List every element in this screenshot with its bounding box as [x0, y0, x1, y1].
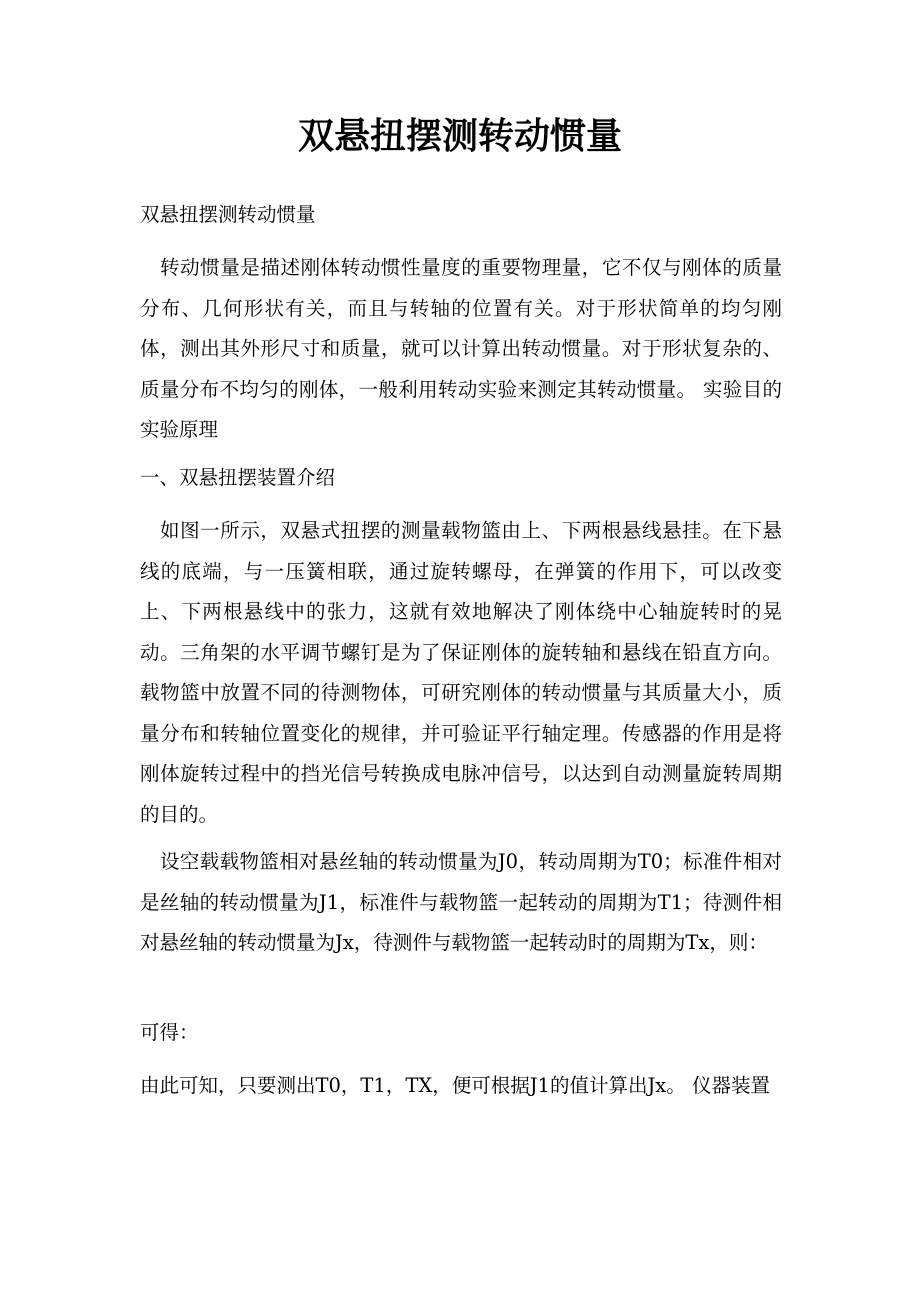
page-title: 双悬扭摆测转动惯量	[297, 115, 622, 157]
conclusion-paragraph: 由此可知，只要测出T0，T1，TX，便可根据J1的值计算出Jx。 仪器装置	[140, 1074, 770, 1097]
section-heading: 一、双悬扭摆装置介绍	[140, 466, 336, 489]
principle-paragraph: 设空载载物篮相对悬丝轴的转动惯量为J0，转动周期为T0；标准件相对是丝轴的转动惯量为J1，标准件与载物篮一起转动的周期为T1；待测件相对悬丝轴的转动惯量为Jx，待测件与载物篮一起转动时的周期为Tx，则：	[140, 850, 782, 954]
apparatus-description-paragraph: 如图一所示，双悬式扭摆的测量载物篮由上、下两根悬线悬挂。在下悬线的底端，与一压簧相联，通过旋转螺母，在弹簧的作用下，可以改变上、下两根悬线中的张力，这就有效地解决了刚体绕中心轴旋转时的晃动。三角架的水平调节螺钉是为了保证刚体的旋转轴和悬线在铅直方向。载物篮中放置不同的待测物体，可研究刚体的转动惯量与其质量大小，质量分布和转轴位置变化的规律，并可验证平行轴定理。传感器的作用是将刚体旋转过程中的挡光信号转换成电脉冲信号，以达到自动测量旋转周期的目的。	[140, 519, 782, 826]
derivation-paragraph: 可得：	[140, 1021, 199, 1044]
intro-paragraph: 转动惯量是描述刚体转动惯性量度的重要物理量，它不仅与刚体的质量分布、几何形状有关，而且与转轴的位置有关。对于形状简单的均匀刚体，测出其外形尺寸和质量，就可以计算出转动惯量。对于形状复杂的、质量分布不均匀的刚体，一般利用转动实验来测定其转动惯量。 实验目的实验原理	[140, 256, 782, 441]
subtitle-paragraph: 双悬扭摆测转动惯量	[140, 203, 316, 226]
